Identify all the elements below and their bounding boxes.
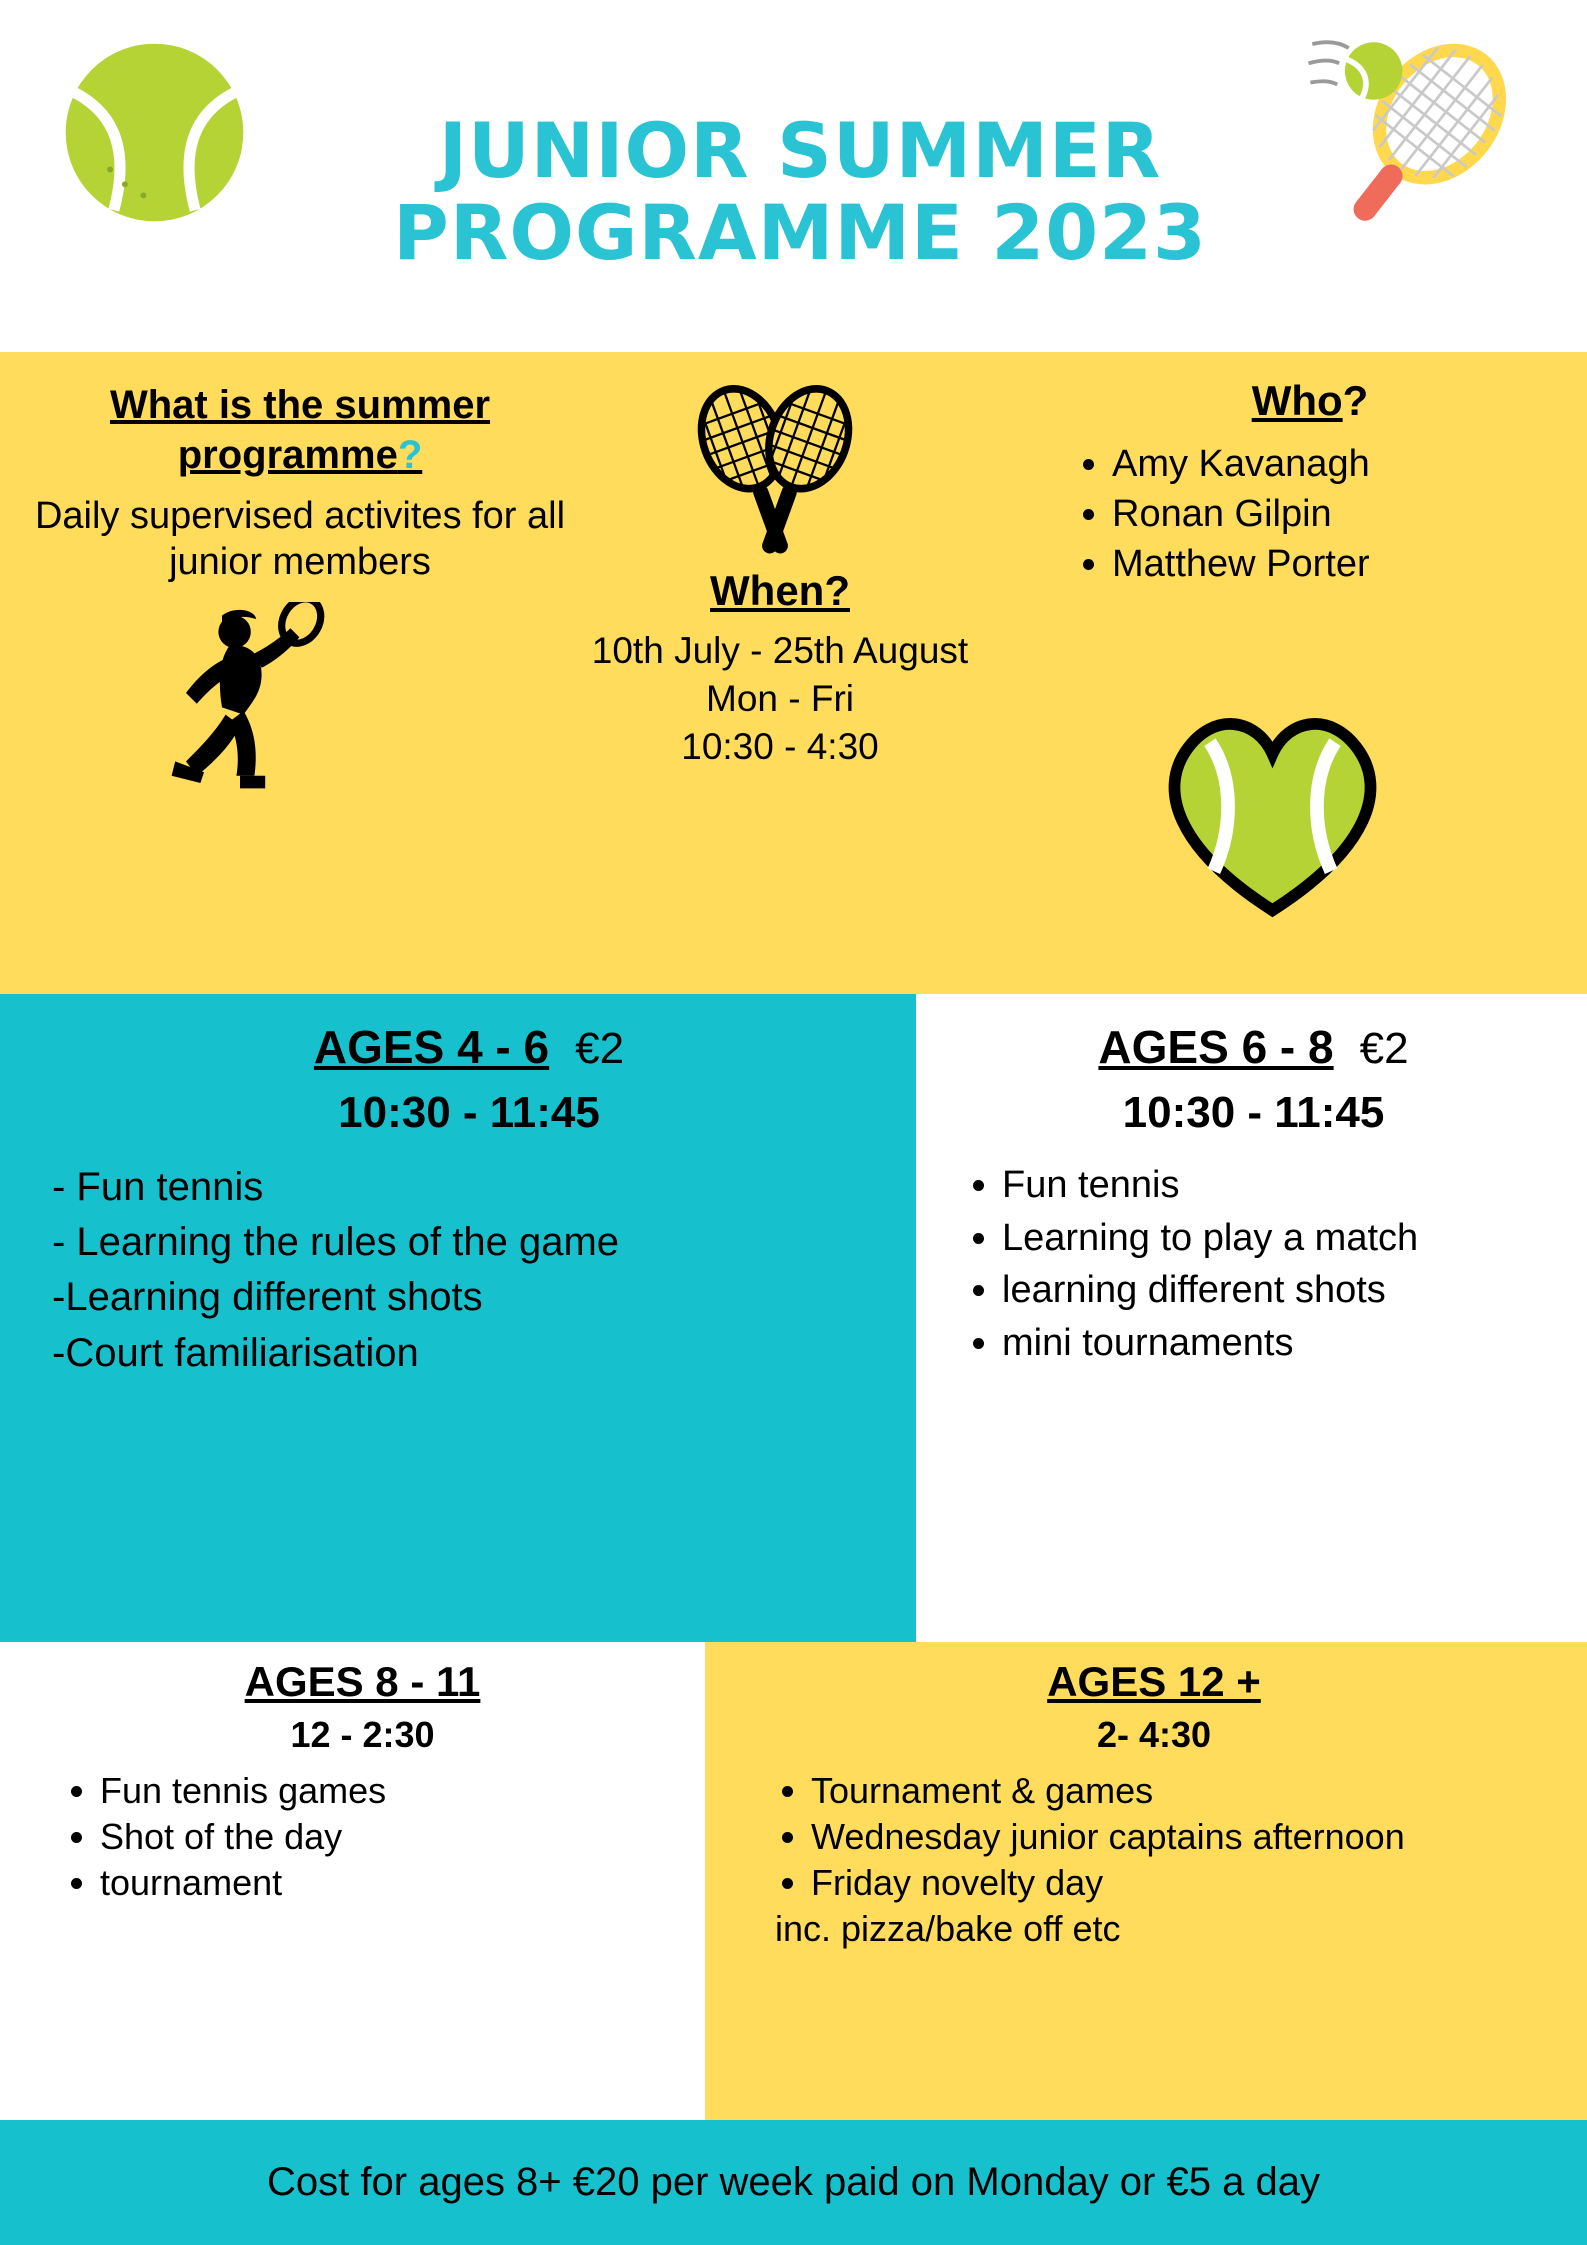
age-group-title: AGES 8 - 11 xyxy=(244,1658,481,1705)
who-people-list xyxy=(1060,439,1560,589)
when-time: 10:30 - 4:30 xyxy=(681,726,879,768)
age-group-time: 2- 4:30 xyxy=(1096,1714,1212,1755)
list-item: • Amy Kavanagh xyxy=(1112,439,1560,489)
when-section xyxy=(470,567,1090,771)
list-item: • tournament xyxy=(100,1860,685,1906)
who-section xyxy=(1060,377,1560,589)
age-group-time: 12 - 2:30 xyxy=(290,1714,435,1755)
age-group-items xyxy=(40,1768,685,1906)
list-item: -Court familiarisation xyxy=(52,1330,419,1375)
tennis-ball-logo xyxy=(62,40,247,225)
title-line-1: JUNIOR SUMMER xyxy=(438,106,1162,195)
who-title-question: ? xyxy=(1342,377,1369,424)
list-item: • Friday novelty day xyxy=(811,1860,1557,1906)
when-days: Mon - Fri xyxy=(706,678,854,720)
list-item: • Learning to play a match xyxy=(1002,1213,1561,1264)
age-group-items xyxy=(52,1160,886,1381)
list-item: • Ronan Gilpin xyxy=(1112,489,1560,539)
age-group-panel-6-8 xyxy=(916,994,1587,1642)
poster-title xyxy=(270,106,1330,278)
title-line-2: PROGRAMME 2023 xyxy=(393,188,1207,278)
age-group-time: 10:30 - 11:45 xyxy=(1122,1088,1385,1137)
age-group-title: AGES 6 - 8 xyxy=(1098,1021,1334,1073)
age-group-items xyxy=(946,1160,1561,1368)
list-item: - Learning the rules of the game xyxy=(52,1220,620,1265)
age-group-title: AGES 12 + xyxy=(1047,1658,1261,1705)
list-item: - Fun tennis xyxy=(52,1165,264,1209)
when-section-title: When? xyxy=(710,567,850,614)
age-group-time: 10:30 - 11:45 xyxy=(338,1088,600,1137)
age-groups-row-top xyxy=(0,994,1587,1642)
what-title-question: ? xyxy=(397,433,423,477)
list-item: • Fun tennis xyxy=(1002,1160,1561,1211)
tennis-player-silhouette-icon xyxy=(150,602,330,802)
who-title-text: Who xyxy=(1251,377,1343,424)
poster-header xyxy=(0,0,1587,352)
age-group-price: €2 xyxy=(575,1024,625,1073)
list-item: • Tournament & games xyxy=(811,1768,1557,1814)
list-item: • Matthew Porter xyxy=(1112,539,1560,589)
list-item: -Learning different shots xyxy=(52,1275,483,1320)
cost-footer-text: Cost for ages 8+ €20 per week paid on Monday or €5 a day xyxy=(267,2160,1320,2204)
what-title-text: What is the summer programme xyxy=(109,383,491,477)
info-band xyxy=(0,352,1587,994)
age-group-extra-line: inc. pizza/bake off etc xyxy=(775,1908,1121,1950)
age-group-items xyxy=(751,1768,1557,1906)
what-section-body: Daily supervised activites for all junior members xyxy=(34,495,566,583)
what-section-title xyxy=(30,380,570,480)
age-group-price: €2 xyxy=(1359,1024,1409,1073)
list-item: • learning different shots xyxy=(1002,1265,1561,1316)
age-group-panel-4-6 xyxy=(0,994,916,1642)
age-groups-row-bottom xyxy=(0,1642,1587,2120)
list-item: • Shot of the day xyxy=(100,1814,685,1860)
who-section-title xyxy=(1060,377,1560,425)
list-item: • Wednesday junior captains afternoon xyxy=(811,1814,1557,1860)
when-dates: 10th July - 25th August xyxy=(591,630,969,671)
racket-with-ball-icon xyxy=(1297,25,1527,255)
age-group-title: AGES 4 - 6 xyxy=(313,1021,550,1073)
age-group-panel-8-11 xyxy=(0,1642,705,2120)
cost-footer xyxy=(0,2120,1587,2245)
crossed-rackets-icon xyxy=(655,377,895,567)
list-item: • Fun tennis games xyxy=(100,1768,685,1814)
age-group-panel-12-plus xyxy=(705,1642,1587,2120)
heart-tennis-ball-icon xyxy=(1155,707,1390,922)
what-section xyxy=(30,380,570,585)
list-item: • mini tournaments xyxy=(1002,1318,1561,1369)
